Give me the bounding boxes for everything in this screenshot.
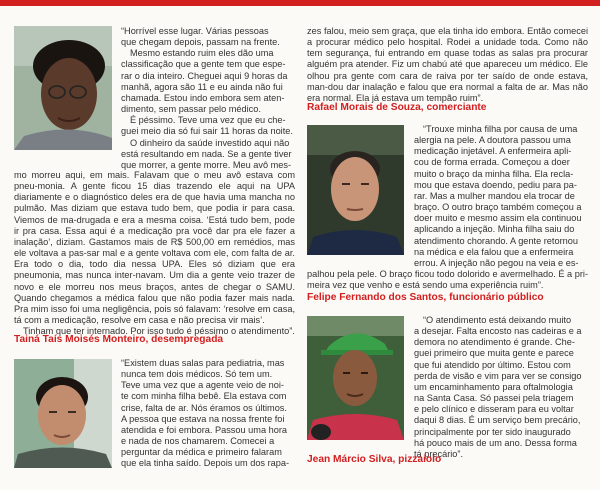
- line: muito o braço da minha filha. Ela recla-: [414, 168, 574, 179]
- line: dimento, sem passar pelo médico.: [121, 104, 261, 115]
- line: “Horrível esse lugar. Várias pessoas: [121, 26, 269, 36]
- jean-quote: [414, 315, 588, 460]
- line: perda de visão e vim para ver se consigo: [414, 370, 582, 381]
- portrait-taina-image: [14, 26, 112, 150]
- line: atendimento chorando. A gente retornou: [414, 235, 578, 246]
- photo-rafael: [14, 359, 112, 468]
- line: Teve uma vez que a agente veio de noi-: [121, 380, 284, 391]
- line: “Trouxe minha filha por causa de uma: [423, 124, 578, 134]
- line: medicação injetável. A enfermeira apli-: [414, 146, 572, 157]
- line: Mesmo estando ruim eles dão uma: [130, 48, 274, 59]
- photo-felipe: [307, 125, 404, 255]
- line: nunca tem dois médicos. Só tem um.: [121, 369, 273, 380]
- line: “Existem duas salas para pediatria, mas: [121, 358, 285, 368]
- photo-taina: [14, 26, 112, 150]
- line: chamada. Estou indo embora sem aten-: [121, 92, 285, 103]
- caption-rafael: Rafael Morais de Souza, comerciante: [307, 102, 487, 113]
- line: e pelo clínico e disseram para eu voltar: [414, 404, 574, 415]
- line: tá precário”.: [414, 448, 464, 459]
- line: doer muito e mesmo assim ela continuou: [414, 213, 582, 224]
- line: É péssimo. Teve uma vez que eu che-: [130, 115, 286, 126]
- line: aplicando a injeção. Minha filha saiu do: [414, 224, 575, 235]
- line: na Santa Casa. Só passei pela triagem: [414, 393, 574, 404]
- line: te com minha filha bebê. Ela estava com: [121, 391, 287, 402]
- line: está resultando em nada. Se a gente tiver: [121, 148, 292, 159]
- line: braço. O outro braço também começou a: [414, 202, 582, 213]
- line: rar. Mas a mulher mandou ela trocar de: [414, 190, 575, 201]
- line: daqui 8 dias. É um serviço bem precário,: [414, 415, 581, 426]
- line: “O atendimento está deixando muito: [423, 315, 572, 325]
- line: O dinheiro da saúde investido aqui não: [130, 137, 290, 148]
- paragraph: zes falou, meio sem graça, que ela tinha ido embora. Então comecei a procurar médico pelo hospital. Rodei a unidade toda. Como não tem segurança, fui entrando em quase todas as salas pra procurar alguém pra atender. Fiz um chabú até que apareceu um médico. Ele olhou pra gente com cara de raiva por ter saído de onde estava, man-dou dar inalação e falou que era normal a falta de ar. Mas não era normal. Ela já estava um tempão ruim”.: [307, 26, 588, 103]
- line: guei meio dia só fui sair 11 horas da noite.: [121, 126, 293, 137]
- line: que chegam depois, passam na frente.: [121, 37, 280, 48]
- line: há pouco mais de um ano. Dessa forma: [414, 437, 577, 448]
- line: mou que estava doendo, pediu para pa-: [414, 179, 577, 190]
- taina-quote-full: [14, 170, 295, 337]
- portrait-rafael-image: [14, 359, 112, 468]
- line: que fui atendido por último. Estou com: [414, 359, 571, 370]
- felipe-quote-wrapped: [414, 124, 588, 269]
- line: perguntar da médica e primeiro falaram: [121, 447, 282, 458]
- line: que ela tinha saído. Depois um dos rapa-: [121, 458, 290, 469]
- line: a desejar. Falta encosto nas cadeiras e a: [414, 326, 582, 337]
- line: principalmente por ter sido inaugurado: [414, 426, 571, 437]
- line: na médica e ela falou que a enfermeira: [414, 246, 574, 257]
- line: guei primeiro que muita gente e parece: [414, 348, 574, 359]
- photo-jean: [307, 316, 404, 440]
- line: demora no atendimento é grande. Che-: [414, 337, 575, 348]
- line: A pessoa que estava na nossa frente foi: [121, 413, 285, 424]
- line: errou. A injeção não pegou na veia e es-: [414, 257, 579, 268]
- paragraph: palhou pela pele. O braço ficou todo dolorido e avermelhado. É a pri-meira vez que venho e está sendo uma experiência ruim”.: [307, 269, 588, 291]
- paragraph: Tinham que ter internado. Por isso tudo é péssimo o atendimento”.: [23, 326, 295, 337]
- caption-taina: Tainá Taís Moisés Monteiro, desempregada: [14, 334, 224, 345]
- felipe-quote-full: [307, 269, 588, 291]
- line: classificação que a gente tem que espe-: [121, 59, 286, 70]
- line: atendida e foi embora. Passou uma hora: [121, 424, 287, 435]
- portrait-felipe-image: [307, 125, 404, 255]
- line: cou de forma errada. Começou a doer: [414, 157, 570, 168]
- line: que morrer, a gente morre. Meu avô mes-: [121, 159, 292, 170]
- rafael-quote: [121, 358, 295, 470]
- line: crise, falta de ar. Nós éramos os últimos.: [121, 402, 287, 413]
- line: rar o dia inteiro. Cheguei aqui 9 horas da: [121, 70, 288, 81]
- caption-felipe: Felipe Fernando dos Santos, funcionário público: [307, 292, 544, 303]
- rafael-quote-continued: [307, 26, 588, 104]
- paragraph: mo morreu aqui, em mais. Falavam que o meu avô estava com pneu-monia. A gente ficou 15 dias trazendo ele aqui na UPA diariamente e o diagnóstico deles era de que havia uma mancha no pulmão. Mas diziam que estava tudo bem, que podia ir para casa. Viemos de ma-drugada e era a mesma coisa. ‘Está tudo bem, pode ir pra casa. Essa aqui é a medicação pra você dar pra ele fazer a inalação’, diziam. Gastamos mais de R$ 500,00 em remédios, mas ele voltava a pas-sar mal e a gente voltava com ele, com falta de ar. Era todo o dia, todo dia nessa UPA. Eles só diziam que era pneumonia, mas nunca inter-navam. Um dia a gente veio trazer de novo e ele morreu nos meus braços, antes de chegar o SAMU. Quando chegamos a médica falou que não podia fazer mais nada. Pra mim isso foi uma negligência, pois só falavam: ‘resolve em casa, tá com a medicação, resolve em casa e não precisa vir mais’.: [14, 170, 295, 326]
- line: e nada de nos chamarem. Comecei a: [121, 436, 275, 447]
- caption-jean: Jean Márcio Silva, pizzaiolo: [307, 454, 442, 465]
- line: um encaminhamento para oftalmologia: [414, 381, 573, 392]
- taina-quote-wrapped: [121, 26, 295, 171]
- line: alergia na pele. A doutora passou uma: [414, 135, 571, 146]
- portrait-jean-image: [307, 316, 404, 440]
- line: manhã, agora são 11 e eu ainda não fui: [121, 81, 283, 92]
- top-accent-bar: [0, 0, 600, 6]
